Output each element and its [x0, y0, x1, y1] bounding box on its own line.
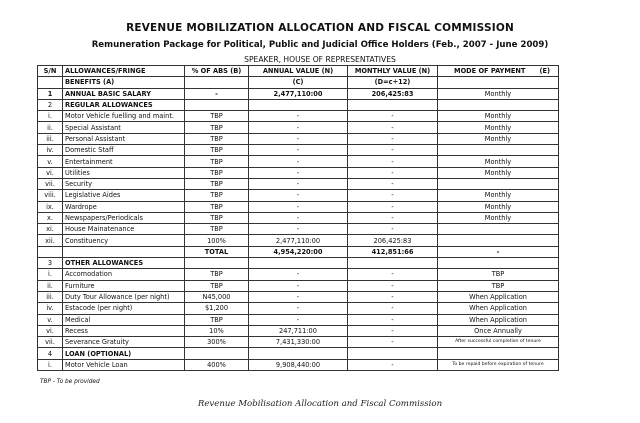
cell-monthly: 206,425:83: [348, 235, 438, 246]
cell-mode: Once Annually: [438, 325, 559, 336]
table-row: [38, 167, 559, 178]
table-row: [38, 122, 559, 133]
cell-annual: -: [249, 224, 348, 235]
cell-annual: [249, 99, 348, 110]
cell-pct: N45,000: [185, 291, 249, 302]
page-footer: Revenue Mobilisation Allocation and Fiscal Commission: [197, 399, 443, 409]
cell-sn: 1: [38, 88, 63, 99]
cell-annual: -: [249, 314, 348, 325]
col-header-sn: S/N: [38, 66, 63, 77]
cell-annual: -: [249, 201, 348, 212]
cell-item: Newspapers/Periodicals: [63, 212, 185, 223]
cell-mode: Monthly: [438, 212, 559, 223]
col-header-monthly: MONTHLY VALUE (N): [348, 66, 438, 77]
cell-annual: 7,431,330:00: [249, 337, 348, 348]
header-row-1: [38, 66, 559, 77]
table-row: [38, 269, 559, 280]
cell-mode: [438, 178, 559, 189]
col-header-mode-letter: (E): [539, 67, 550, 76]
table-body: [38, 66, 559, 371]
table-row: [38, 303, 559, 314]
cell-item: House Mainatenance: [63, 224, 185, 235]
total-row: [38, 246, 559, 257]
cell-sn: iv.: [38, 145, 63, 156]
cell-pct: TBP: [185, 156, 249, 167]
col-header-sn-cont: [38, 77, 63, 88]
col-header-mode-label: MODE OF PAYMENT: [454, 67, 526, 76]
cell-monthly: -: [348, 303, 438, 314]
cell-monthly: -: [348, 337, 438, 348]
cell-item: LOAN (OPTIONAL): [63, 348, 185, 359]
cell-sn: x.: [38, 212, 63, 223]
cell-mode: When Application: [438, 303, 559, 314]
cell-sn: iii.: [38, 133, 63, 144]
cell-annual: 4,954,220:00: [249, 246, 348, 257]
cell-pct: TOTAL: [185, 246, 249, 257]
cell-item: Personal Assistant: [63, 133, 185, 144]
cell-mode: When Application: [438, 314, 559, 325]
document-title: REVENUE MOBILIZATION ALLOCATION AND FISCAL COMMISSION: [126, 22, 514, 34]
col-header-pct-cont: [185, 77, 249, 88]
cell-sn: 2: [38, 99, 63, 110]
cell-sn: v.: [38, 314, 63, 325]
cell-annual: -: [249, 269, 348, 280]
cell-mode: Monthly: [438, 111, 559, 122]
cell-mode: [438, 145, 559, 156]
cell-mode: TBP: [438, 280, 559, 291]
table-row: [38, 156, 559, 167]
cell-monthly: -: [348, 167, 438, 178]
col-header-monthly-cont: (D=c÷12): [348, 77, 438, 88]
remuneration-table: [37, 65, 559, 371]
cell-sn: vii.: [38, 178, 63, 189]
cell-item: Motor Vehicle Loan: [63, 359, 185, 370]
cell-annual: 247,711:00: [249, 325, 348, 336]
cell-item: Utilities: [63, 167, 185, 178]
cell-sn: iii.: [38, 291, 63, 302]
cell-mode: Monthly: [438, 201, 559, 212]
cell-sn: vi.: [38, 325, 63, 336]
cell-annual: 2,477,110:00: [249, 88, 348, 99]
header-row-2: [38, 77, 559, 88]
cell-sn: vi.: [38, 167, 63, 178]
cell-mode: To be repaid before expiration of tenure: [438, 359, 559, 370]
cell-item: [63, 246, 185, 257]
col-header-mode: [438, 66, 559, 77]
table-row: [38, 212, 559, 223]
cell-sn: iv.: [38, 303, 63, 314]
cell-annual: 2,477,110:00: [249, 235, 348, 246]
cell-monthly: -: [348, 291, 438, 302]
section-row: [38, 348, 559, 359]
cell-mode: When Application: [438, 291, 559, 302]
cell-pct: -: [185, 88, 249, 99]
cell-monthly: -: [348, 280, 438, 291]
cell-pct: TBP: [185, 111, 249, 122]
cell-sn: vii.: [38, 337, 63, 348]
cell-monthly: [348, 99, 438, 110]
cell-mode: [438, 224, 559, 235]
table-row: [38, 111, 559, 122]
cell-mode: Monthly: [438, 190, 559, 201]
cell-monthly: -: [348, 314, 438, 325]
cell-pct: $1,200: [185, 303, 249, 314]
cell-pct: TBP: [185, 133, 249, 144]
cell-mode: Monthly: [438, 133, 559, 144]
cell-monthly: -: [348, 201, 438, 212]
cell-monthly: -: [348, 325, 438, 336]
cell-mode: Monthly: [438, 156, 559, 167]
cell-annual: -: [249, 291, 348, 302]
cell-pct: 400%: [185, 359, 249, 370]
cell-monthly: [348, 258, 438, 269]
cell-pct: TBP: [185, 280, 249, 291]
cell-monthly: -: [348, 156, 438, 167]
cell-mode: Monthly: [438, 122, 559, 133]
cell-sn: [38, 246, 63, 257]
cell-item: ANNUAL BASIC SALARY: [63, 88, 185, 99]
col-header-annual-cont: (C): [249, 77, 348, 88]
cell-item: Furniture: [63, 280, 185, 291]
cell-item: OTHER ALLOWANCES: [63, 258, 185, 269]
cell-mode: Monthly: [438, 88, 559, 99]
cell-annual: -: [249, 178, 348, 189]
cell-pct: 300%: [185, 337, 249, 348]
cell-monthly: 206,425:83: [348, 88, 438, 99]
cell-pct: TBP: [185, 190, 249, 201]
cell-monthly: -: [348, 122, 438, 133]
cell-pct: TBP: [185, 224, 249, 235]
cell-annual: -: [249, 303, 348, 314]
cell-annual: 9,908,440:00: [249, 359, 348, 370]
cell-annual: -: [249, 111, 348, 122]
table-row: [38, 224, 559, 235]
cell-pct: 10%: [185, 325, 249, 336]
cell-monthly: -: [348, 269, 438, 280]
cell-annual: -: [249, 212, 348, 223]
table-row: [38, 291, 559, 302]
table-row: [38, 190, 559, 201]
table-row: [38, 145, 559, 156]
cell-sn: ii.: [38, 122, 63, 133]
office-title: SPEAKER, HOUSE OF REPRESENTATIVES: [244, 55, 396, 64]
cell-monthly: -: [348, 190, 438, 201]
cell-annual: -: [249, 156, 348, 167]
table-row: [38, 337, 559, 348]
col-header-item: ALLOWANCES/FRINGE: [63, 66, 185, 77]
cell-item: Entertainment: [63, 156, 185, 167]
cell-annual: [249, 348, 348, 359]
cell-sn: i.: [38, 359, 63, 370]
cell-pct: TBP: [185, 178, 249, 189]
cell-monthly: [348, 348, 438, 359]
cell-monthly: -: [348, 133, 438, 144]
cell-mode: [438, 258, 559, 269]
cell-monthly: -: [348, 178, 438, 189]
footnote: TBP - To be provided: [40, 379, 100, 385]
section-row: [38, 258, 559, 269]
cell-item: REGULAR ALLOWANCES: [63, 99, 185, 110]
cell-mode: [438, 99, 559, 110]
cell-item: Estacode (per night): [63, 303, 185, 314]
cell-item: Domestic Staff: [63, 145, 185, 156]
cell-mode: TBP: [438, 269, 559, 280]
cell-monthly: -: [348, 224, 438, 235]
cell-pct: TBP: [185, 201, 249, 212]
cell-sn: xii.: [38, 235, 63, 246]
cell-sn: i.: [38, 269, 63, 280]
col-header-pct: % OF ABS (B): [185, 66, 249, 77]
cell-pct: [185, 258, 249, 269]
cell-item: Constituency: [63, 235, 185, 246]
cell-pct: TBP: [185, 212, 249, 223]
cell-mode: After successful completion of tenure: [438, 337, 559, 348]
col-header-item-cont: BENEFITS (A): [63, 77, 185, 88]
cell-mode: [438, 348, 559, 359]
cell-annual: -: [249, 133, 348, 144]
table-row: [38, 201, 559, 212]
cell-monthly: -: [348, 212, 438, 223]
cell-pct: TBP: [185, 314, 249, 325]
col-header-mode-cont: [438, 77, 559, 88]
cell-item: Security: [63, 178, 185, 189]
table-row: [38, 314, 559, 325]
table-row: [38, 178, 559, 189]
cell-sn: ii.: [38, 280, 63, 291]
cell-item: Duty Tour Allowance (per night): [63, 291, 185, 302]
cell-item: Special Assistant: [63, 122, 185, 133]
cell-pct: 100%: [185, 235, 249, 246]
table-row: [38, 325, 559, 336]
cell-item: Accomodation: [63, 269, 185, 280]
cell-pct: [185, 348, 249, 359]
cell-pct: TBP: [185, 145, 249, 156]
cell-mode: [438, 235, 559, 246]
cell-annual: -: [249, 145, 348, 156]
cell-sn: ix.: [38, 201, 63, 212]
cell-annual: [249, 258, 348, 269]
col-header-annual: ANNUAL VALUE (N): [249, 66, 348, 77]
cell-sn: 3: [38, 258, 63, 269]
cell-pct: TBP: [185, 122, 249, 133]
cell-item: Recess: [63, 325, 185, 336]
table-row: [38, 88, 559, 99]
cell-item: Legislative Aides: [63, 190, 185, 201]
cell-monthly: -: [348, 145, 438, 156]
cell-sn: i.: [38, 111, 63, 122]
cell-annual: -: [249, 167, 348, 178]
cell-annual: -: [249, 280, 348, 291]
table-row: [38, 280, 559, 291]
cell-monthly: -: [348, 359, 438, 370]
cell-annual: -: [249, 122, 348, 133]
cell-sn: xi.: [38, 224, 63, 235]
cell-monthly: 412,851:66: [348, 246, 438, 257]
cell-monthly: -: [348, 111, 438, 122]
cell-item: Severance Gratuity: [63, 337, 185, 348]
cell-mode: -: [438, 246, 559, 257]
cell-mode: Monthly: [438, 167, 559, 178]
cell-sn: v.: [38, 156, 63, 167]
cell-item: Wardrope: [63, 201, 185, 212]
table-row: [38, 133, 559, 144]
cell-annual: -: [249, 190, 348, 201]
cell-item: Medical: [63, 314, 185, 325]
section-row: [38, 99, 559, 110]
document-subtitle: Remuneration Package for Political, Public and Judicial Office Holders (Feb., 2007 - June 2009): [91, 40, 549, 50]
table-row: [38, 359, 559, 370]
cell-sn: viii.: [38, 190, 63, 201]
cell-item: Motor Vehicle fuelling and maint.: [63, 111, 185, 122]
cell-sn: 4: [38, 348, 63, 359]
table-row: [38, 235, 559, 246]
cell-pct: TBP: [185, 269, 249, 280]
cell-pct: TBP: [185, 167, 249, 178]
cell-pct: [185, 99, 249, 110]
